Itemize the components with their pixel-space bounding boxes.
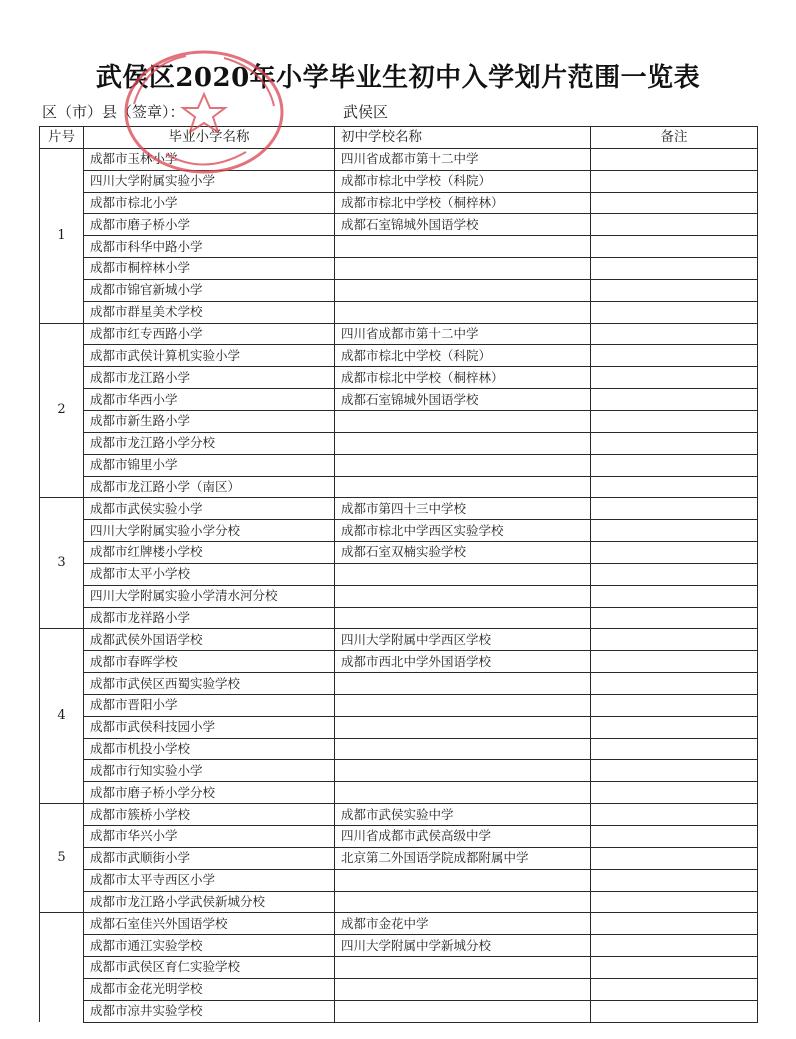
- table-row: [40, 760, 758, 782]
- note-cell: [591, 847, 758, 869]
- middle-school-cell: 成都市金花中学: [335, 913, 591, 935]
- primary-school-cell: 四川大学附属实验小学分校: [84, 520, 335, 542]
- primary-school-cell: 成都市红专西路小学: [84, 323, 335, 345]
- middle-school-cell: 成都市棕北中学校（桐梓林）: [335, 192, 591, 214]
- note-cell: [591, 716, 758, 738]
- primary-school-cell: 成都石室佳兴外国语学校: [84, 913, 335, 935]
- table-row: [40, 673, 758, 695]
- primary-school-cell: 成都市锦官新城小学: [84, 279, 335, 301]
- table-row: [40, 694, 758, 716]
- district-label: 区（市）县（签章）：: [42, 103, 185, 121]
- primary-school-cell: 成都市武侯实验小学: [84, 498, 335, 520]
- middle-school-cell: [335, 279, 591, 301]
- table-row: [40, 804, 758, 826]
- table-row: [40, 410, 758, 432]
- primary-school-cell: 成都市武侯计算机实验小学: [84, 345, 335, 367]
- primary-school-cell: 成都市华西小学: [84, 389, 335, 411]
- table-row: [40, 935, 758, 957]
- page-title: 武侯区2020年小学毕业生初中入学划片范围一览表: [95, 63, 701, 93]
- table-row: [40, 957, 758, 979]
- header-section-number: 片号: [40, 127, 84, 149]
- table-row: [40, 258, 758, 280]
- table-row: [40, 891, 758, 913]
- middle-school-cell: [335, 410, 591, 432]
- note-cell: [591, 869, 758, 891]
- middle-school-cell: [335, 258, 591, 280]
- table-row: [40, 782, 758, 804]
- section-number-cell: 2: [40, 323, 84, 498]
- primary-school-cell: 成都市武侯区育仁实验学校: [84, 957, 335, 979]
- note-cell: [591, 476, 758, 498]
- note-cell: [591, 585, 758, 607]
- note-cell: [591, 629, 758, 651]
- table-row: [40, 236, 758, 258]
- primary-school-cell: 成都市晋阳小学: [84, 694, 335, 716]
- middle-school-cell: [335, 476, 591, 498]
- middle-school-cell: [335, 1000, 591, 1022]
- note-cell: [591, 607, 758, 629]
- middle-school-cell: [335, 585, 591, 607]
- middle-school-cell: [335, 694, 591, 716]
- note-cell: [591, 389, 758, 411]
- primary-school-cell: 成都市行知实验小学: [84, 760, 335, 782]
- middle-school-cell: [335, 891, 591, 913]
- section-number-cell: 4: [40, 629, 84, 804]
- note-cell: [591, 279, 758, 301]
- note-cell: [591, 738, 758, 760]
- table-row: [40, 323, 758, 345]
- table-row: [40, 629, 758, 651]
- note-cell: [591, 236, 758, 258]
- primary-school-cell: 成都市棕北小学: [84, 192, 335, 214]
- middle-school-cell: 四川省成都市武侯高级中学: [335, 826, 591, 848]
- table-row: [40, 1000, 758, 1022]
- table-row: [40, 301, 758, 323]
- primary-school-cell: 成都市太平小学校: [84, 563, 335, 585]
- table-row: [40, 585, 758, 607]
- district-value: 武侯区: [343, 103, 389, 121]
- section-number-cell: 5: [40, 804, 84, 913]
- table-row: [40, 826, 758, 848]
- note-cell: [591, 563, 758, 585]
- header-note: 备注: [591, 127, 758, 149]
- table-row: [40, 279, 758, 301]
- note-cell: [591, 148, 758, 170]
- primary-school-cell: 成都市机投小学校: [84, 738, 335, 760]
- middle-school-cell: 四川省成都市第十二中学: [335, 323, 591, 345]
- table-row: [40, 869, 758, 891]
- note-cell: [591, 214, 758, 236]
- note-cell: [591, 520, 758, 542]
- note-cell: [591, 345, 758, 367]
- primary-school-cell: 成都市凉井实验学校: [84, 1000, 335, 1022]
- primary-school-cell: 成都市玉林小学: [84, 148, 335, 170]
- primary-school-cell: 成都市锦里小学: [84, 454, 335, 476]
- primary-school-cell: 成都武侯外国语学校: [84, 629, 335, 651]
- middle-school-cell: 成都市棕北中学校（科院）: [335, 170, 591, 192]
- note-cell: [591, 694, 758, 716]
- middle-school-cell: 四川省成都市第十二中学: [335, 148, 591, 170]
- table-row: [40, 148, 758, 170]
- middle-school-cell: 北京第二外国语学院成都附属中学: [335, 847, 591, 869]
- primary-school-cell: 成都市科华中路小学: [84, 236, 335, 258]
- middle-school-cell: [335, 454, 591, 476]
- table-row: [40, 651, 758, 673]
- header-primary-school: 毕业小学名称: [84, 127, 335, 149]
- note-cell: [591, 367, 758, 389]
- note-cell: [591, 454, 758, 476]
- note-cell: [591, 651, 758, 673]
- section-number-cell: 1: [40, 148, 84, 323]
- table-row: [40, 389, 758, 411]
- table-row: [40, 367, 758, 389]
- table-row: [40, 716, 758, 738]
- primary-school-cell: 成都市龙江路小学武侯新城分校: [84, 891, 335, 913]
- middle-school-cell: 成都市棕北中学西区实验学校: [335, 520, 591, 542]
- middle-school-cell: [335, 236, 591, 258]
- note-cell: [591, 1000, 758, 1022]
- primary-school-cell: 成都市簇桥小学校: [84, 804, 335, 826]
- note-cell: [591, 782, 758, 804]
- primary-school-cell: 成都市新生路小学: [84, 410, 335, 432]
- note-cell: [591, 978, 758, 1000]
- table-header-row: [40, 127, 758, 149]
- table-row: [40, 170, 758, 192]
- middle-school-cell: 成都市棕北中学校（科院）: [335, 345, 591, 367]
- middle-school-cell: 成都市棕北中学校（桐梓林）: [335, 367, 591, 389]
- middle-school-cell: [335, 432, 591, 454]
- table-row: [40, 520, 758, 542]
- middle-school-cell: [335, 607, 591, 629]
- primary-school-cell: 四川大学附属实验小学: [84, 170, 335, 192]
- primary-school-cell: 成都市龙祥路小学: [84, 607, 335, 629]
- zoning-table: [39, 126, 758, 1023]
- middle-school-cell: 成都石室双楠实验学校: [335, 542, 591, 564]
- middle-school-cell: [335, 738, 591, 760]
- note-cell: [591, 804, 758, 826]
- table-row: [40, 432, 758, 454]
- middle-school-cell: 成都石室锦城外国语学校: [335, 389, 591, 411]
- primary-school-cell: 成都市龙江路小学分校: [84, 432, 335, 454]
- primary-school-cell: 成都市武侯区西蜀实验学校: [84, 673, 335, 695]
- primary-school-cell: 成都市武侯科技园小学: [84, 716, 335, 738]
- table-row: [40, 192, 758, 214]
- primary-school-cell: 成都市桐梓林小学: [84, 258, 335, 280]
- note-cell: [591, 935, 758, 957]
- table-row: [40, 913, 758, 935]
- note-cell: [591, 323, 758, 345]
- primary-school-cell: 成都市红牌楼小学校: [84, 542, 335, 564]
- note-cell: [591, 432, 758, 454]
- table-row: [40, 476, 758, 498]
- table-row: [40, 498, 758, 520]
- note-cell: [591, 410, 758, 432]
- middle-school-cell: 成都市西北中学外国语学校: [335, 651, 591, 673]
- section-number-cell: [40, 913, 84, 1022]
- table-row: [40, 607, 758, 629]
- primary-school-cell: 成都市太平寺西区小学: [84, 869, 335, 891]
- note-cell: [591, 498, 758, 520]
- middle-school-cell: 四川大学附属中学西区学校: [335, 629, 591, 651]
- primary-school-cell: 成都市春晖学校: [84, 651, 335, 673]
- primary-school-cell: 成都市华兴小学: [84, 826, 335, 848]
- primary-school-cell: 成都市磨子桥小学分校: [84, 782, 335, 804]
- middle-school-cell: 成都市第四十三中学校: [335, 498, 591, 520]
- note-cell: [591, 891, 758, 913]
- table-row: [40, 738, 758, 760]
- note-cell: [591, 542, 758, 564]
- note-cell: [591, 957, 758, 979]
- table-row: [40, 563, 758, 585]
- middle-school-cell: [335, 563, 591, 585]
- header-middle-school: 初中学校名称: [335, 127, 591, 149]
- middle-school-cell: [335, 978, 591, 1000]
- note-cell: [591, 192, 758, 214]
- primary-school-cell: 成都市群星美术学校: [84, 301, 335, 323]
- note-cell: [591, 673, 758, 695]
- middle-school-cell: [335, 782, 591, 804]
- middle-school-cell: [335, 760, 591, 782]
- middle-school-cell: 四川大学附属中学新城分校: [335, 935, 591, 957]
- middle-school-cell: [335, 673, 591, 695]
- primary-school-cell: 成都市武顺街小学: [84, 847, 335, 869]
- note-cell: [591, 301, 758, 323]
- middle-school-cell: [335, 957, 591, 979]
- middle-school-cell: 成都市武侯实验中学: [335, 804, 591, 826]
- primary-school-cell: 成都市龙江路小学: [84, 367, 335, 389]
- table-row: [40, 978, 758, 1000]
- note-cell: [591, 760, 758, 782]
- note-cell: [591, 258, 758, 280]
- note-cell: [591, 170, 758, 192]
- table-row: [40, 345, 758, 367]
- primary-school-cell: 成都市金花光明学校: [84, 978, 335, 1000]
- primary-school-cell: 成都市通江实验学校: [84, 935, 335, 957]
- primary-school-cell: 成都市磨子桥小学: [84, 214, 335, 236]
- note-cell: [591, 826, 758, 848]
- primary-school-cell: 四川大学附属实验小学清水河分校: [84, 585, 335, 607]
- middle-school-cell: [335, 301, 591, 323]
- table-body: [40, 148, 758, 1022]
- middle-school-cell: [335, 716, 591, 738]
- middle-school-cell: 成都石室锦城外国语学校: [335, 214, 591, 236]
- table-row: [40, 542, 758, 564]
- table-row: [40, 847, 758, 869]
- section-number-cell: 3: [40, 498, 84, 629]
- middle-school-cell: [335, 869, 591, 891]
- primary-school-cell: 成都市龙江路小学（南区）: [84, 476, 335, 498]
- table-row: [40, 454, 758, 476]
- table-row: [40, 214, 758, 236]
- note-cell: [591, 913, 758, 935]
